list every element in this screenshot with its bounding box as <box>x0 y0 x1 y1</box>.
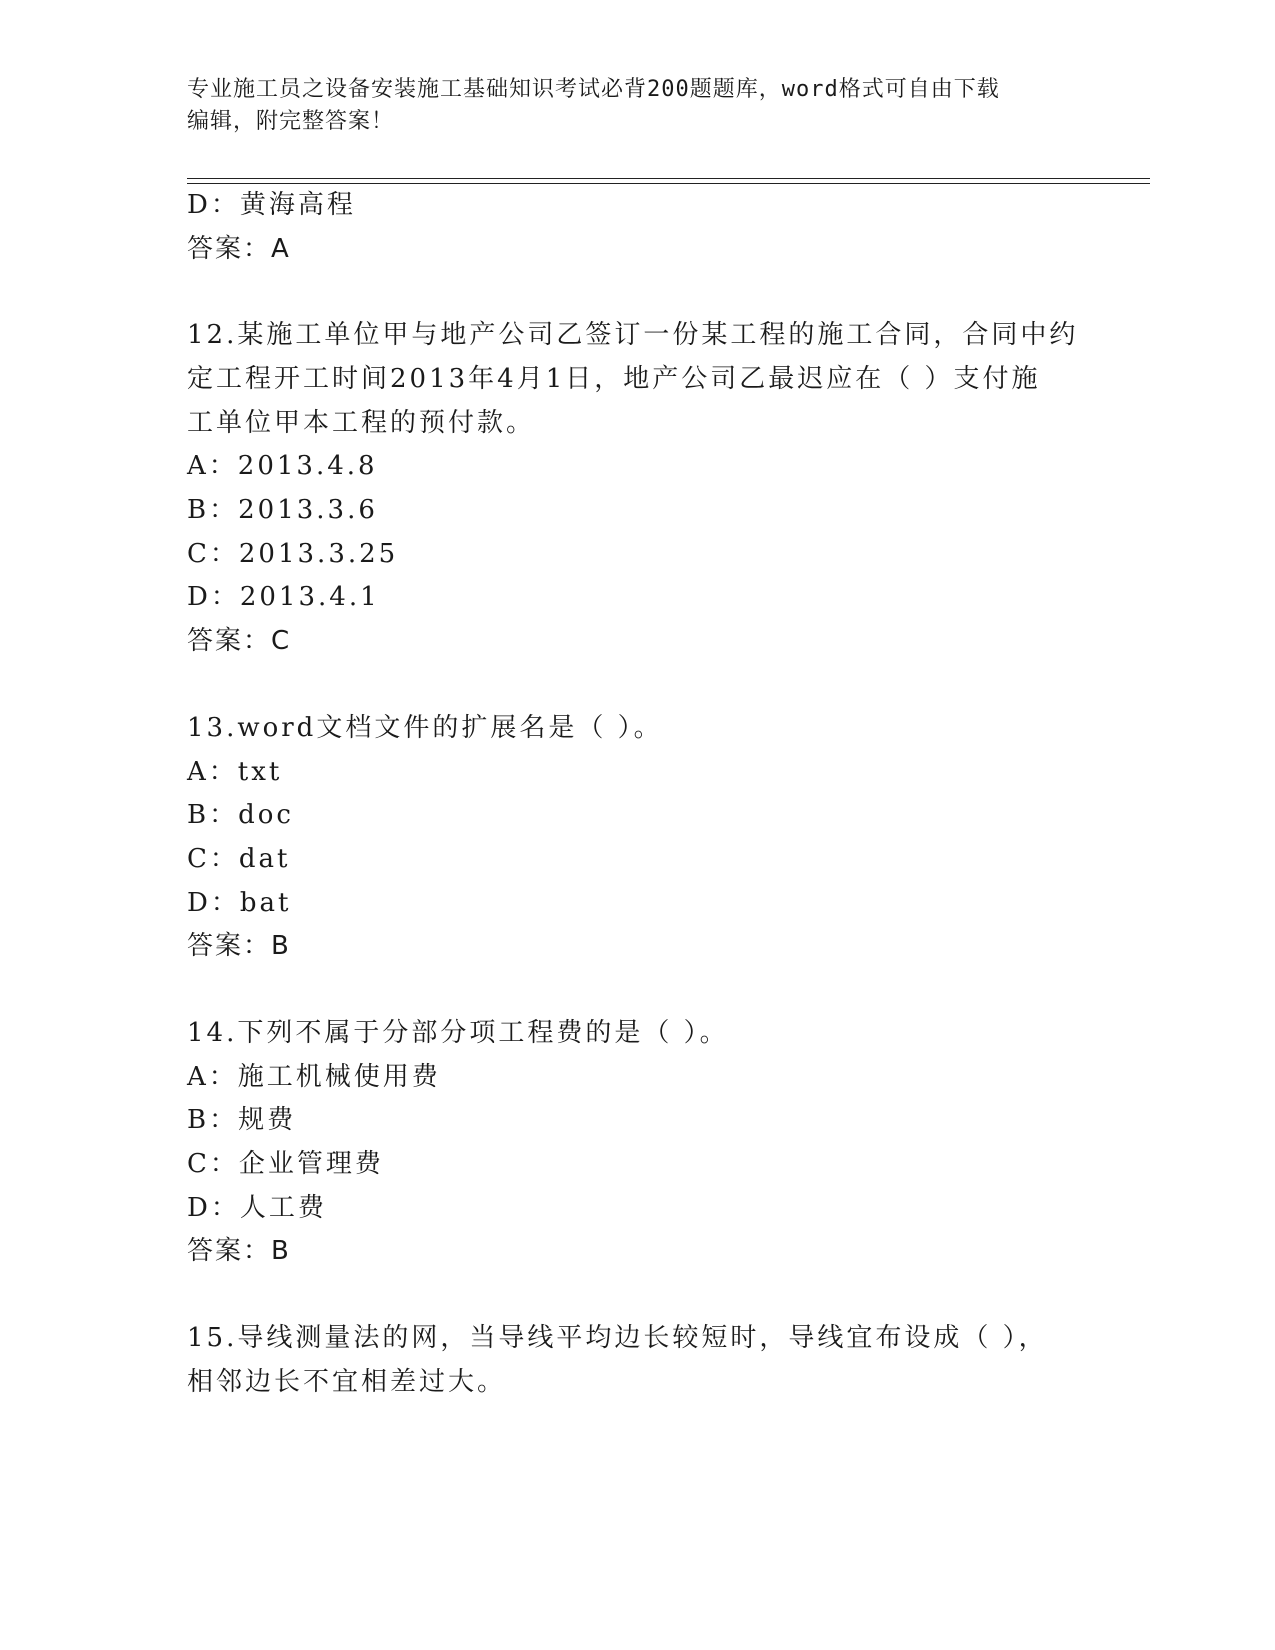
q13-stem-line1: 13.word文档文件的扩展名是（ ）。 <box>187 713 663 743</box>
header-title-line1: 专业施工员之设备安装施工基础知识考试必背200题题库，word格式可自由下载 <box>187 77 1000 102</box>
q15-stem-line2: 相邻边长不宜相差过大。 <box>187 1367 507 1397</box>
q12-option-a: A：2013.4.8 <box>187 451 378 481</box>
q14-answer: 答案：B <box>187 1236 291 1266</box>
q12-option-b: B：2013.3.6 <box>187 495 378 525</box>
q11-answer: 答案：A <box>187 234 291 264</box>
header-divider-bottom <box>187 183 1150 184</box>
q13-option-c: C：dat <box>187 844 291 874</box>
q13-option-b: B：doc <box>187 800 294 830</box>
header-title-line2: 编辑，附完整答案！ <box>187 109 395 134</box>
q12-option-d: D：2013.4.1 <box>187 582 380 612</box>
q12-stem-line2: 定工程开工时间2013年4月1日，地产公司乙最迟应在（ ）支付施 <box>187 364 1041 394</box>
q14-option-b: B：规费 <box>187 1105 297 1135</box>
q13-answer: 答案：B <box>187 931 291 961</box>
q13-option-d: D：bat <box>187 888 292 918</box>
q12-stem-line3: 工单位甲本工程的预付款。 <box>187 408 536 438</box>
q14-option-a: A：施工机械使用费 <box>187 1062 441 1092</box>
q11-option-d: D：黄海高程 <box>187 190 356 220</box>
q15-stem-line1: 15.导线测量法的网，当导线平均边长较短时，导线宜布设成（ ）， <box>187 1323 1048 1353</box>
q12-stem-line1: 12.某施工单位甲与地产公司乙签订一份某工程的施工合同，合同中约 <box>187 320 1079 350</box>
document-header <box>187 74 1087 138</box>
q14-option-c: C：企业管理费 <box>187 1149 384 1179</box>
q12-option-c: C：2013.3.25 <box>187 539 399 569</box>
q12-answer: 答案：C <box>187 626 292 656</box>
q14-stem-line1: 14.下列不属于分部分项工程费的是（ ）。 <box>187 1018 729 1048</box>
header-divider-top <box>187 178 1150 179</box>
q13-option-a: A：txt <box>187 757 283 787</box>
q14-option-d: D：人工费 <box>187 1193 327 1223</box>
